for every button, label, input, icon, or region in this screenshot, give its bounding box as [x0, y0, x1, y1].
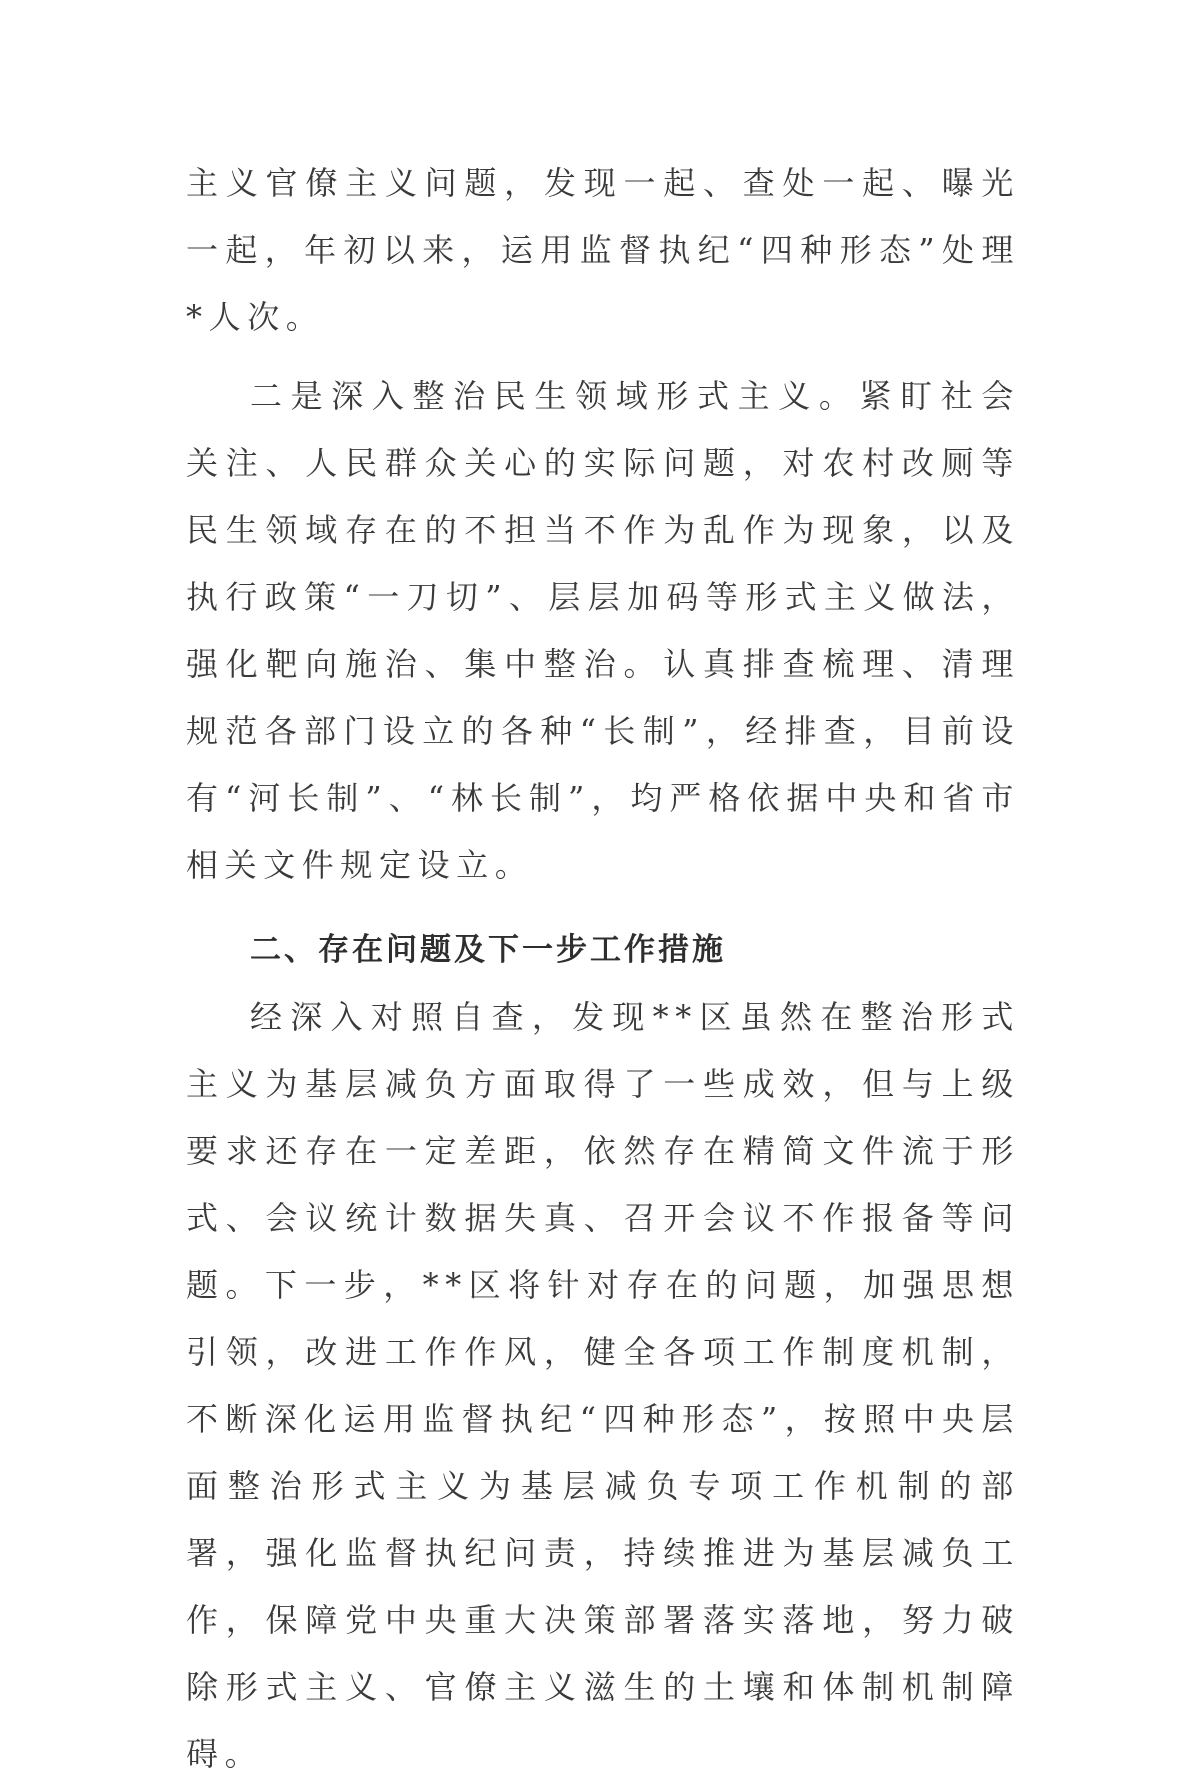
paragraph-livelihood-formalism: 二是深入整治民生领域形式主义。紧盯社会关注、人民群众关心的实际问题，对农村改厕等民生领域存在的不担当不作为乱作为现象，以及执行政策“一刀切”、层层加码等形式主义做法，强化靶向施治、集中整治。认真排查梳理、清理规范各部门设立的各种“长制”，经排查，目前设有“河长制”、“林长制”，均严格依据中央和省市相关文件规定设立。: [186, 377, 1020, 884]
paragraph-self-inspection: 经深入对照自查，发现**区虽然在整治形式主义为基层减负方面取得了一些成效，但与上级要求还存在一定差距，依然存在精简文件流于形式、会议统计数据失真、召开会议不作报备等问题。下一步，**区将针对存在的问题，加强思想引领，改进工作作风，健全各项工作制度机制，不断深化运用监督执纪“四种形态”，按照中央层面整治形式主义为基层减负专项工作机制的部署，强化监督执纪问责，持续推进为基层减负工作，保障党中央重大决策部署落实落地，努力破除形式主义、官僚主义滋生的土壤和体制机制障碍。: [186, 998, 1020, 1773]
section-heading-problems-and-measures: 二、存在问题及下一步工作措施: [250, 932, 726, 968]
document-body: [186, 150, 1020, 1788]
paragraph-continuation: 主义官僚主义问题，发现一起、查处一起、曝光一起，年初以来，运用监督执纪“四种形态”处理*人次。: [186, 164, 1020, 336]
